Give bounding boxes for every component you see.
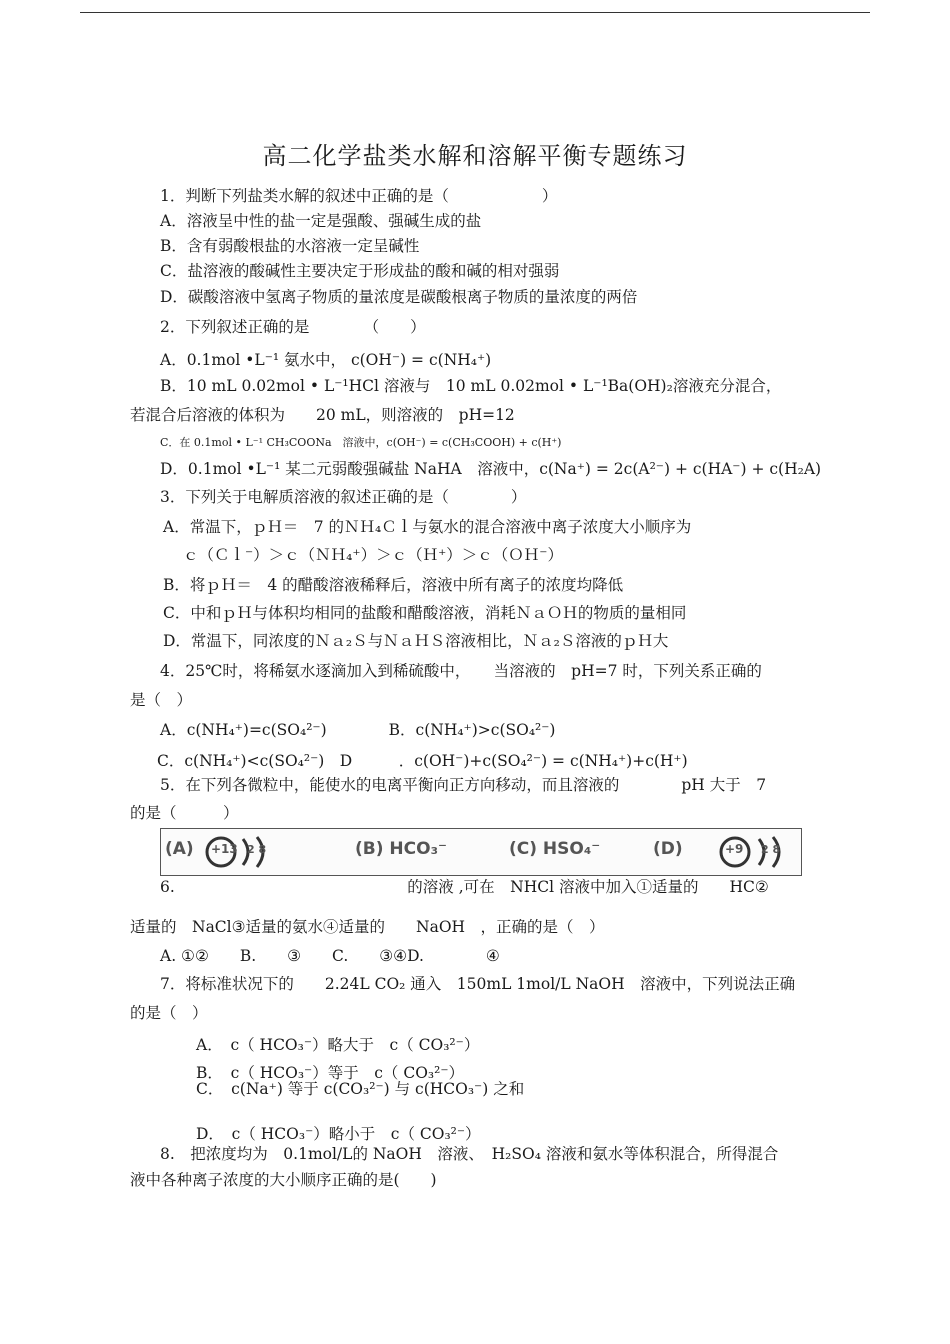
q6-stem-cont: 适量的 NaCl③适量的氨水④适量的 NaOH ，正确的是（ ） [130, 918, 605, 936]
q7-option-d: D． c（ HCO₃⁻）略小于 c（ CO₃²⁻） [196, 1125, 481, 1143]
q5-option-d-shells: 2 8 [761, 843, 781, 856]
q1-option-c: C．盐溶液的酸碱性主要决定于形成盐的酸和碱的相对强弱 [160, 262, 560, 280]
q3-stem: 3．下列关于电解质溶液的叙述正确的是（ ） [160, 488, 527, 506]
q2-option-b: B．10 mL 0.02mol • L⁻¹HCl 溶液与 10 mL 0.02mol • L⁻¹Ba(OH)₂溶液充分混合， [160, 377, 782, 395]
q4-options-ab: A．c(NH₄⁺)=c(SO₄²⁻) B．c(NH₄⁺)>c(SO₄²⁻) [160, 721, 556, 739]
q7-option-b: B． c（ HCO₃⁻）等于 c（ CO₃²⁻） [196, 1064, 465, 1082]
q1-option-a: A．溶液呈中性的盐一定是强酸、强碱生成的盐 [160, 212, 482, 230]
q3-option-d: D．常温下，同浓度的Ｎａ₂Ｓ与ＮａＨＳ溶液相比，Ｎａ₂Ｓ溶液的ｐＨ大 [163, 632, 669, 650]
q5-option-a-nucleus: +13 [211, 842, 238, 856]
q1-option-b: B．含有弱酸根盐的水溶液一定呈碱性 [160, 237, 420, 255]
q5-options-image [160, 828, 802, 876]
q7-option-a: A． c（ HCO₃⁻）略大于 c（ CO₃²⁻） [196, 1036, 480, 1054]
q6-stem: 6. 的溶液 ,可在 NHCl 溶液中加入①适量的 HC② [160, 878, 769, 896]
q5-option-a-label: (A) [165, 839, 194, 859]
q2-option-b-cont: 若混合后溶液的体积为 20 mL，则溶液的 pH=12 [130, 406, 515, 424]
q7-stem-cont: 的是（ ） [130, 1004, 208, 1022]
q5-option-d-label: (D) [653, 839, 683, 859]
q5-option-d-nucleus: +9 [725, 842, 744, 856]
q3-option-c: C．中和ｐＨ与体积均相同的盐酸和醋酸溶液，消耗ＮａＯＨ的物质的量相同 [163, 604, 687, 622]
q5-stem: 5．在下列各微粒中，能使水的电离平衡向正方向移动，而且溶液的 pH 大于 7 [160, 776, 767, 794]
q2-option-a: A．0.1mol •L⁻¹ 氨水中， c(OH⁻) = c(NH₄⁺) [160, 351, 492, 369]
q5-stem-cont: 的是（ ） [130, 804, 239, 822]
q2-option-c: C．在 0.1mol • L⁻¹ CH₃COONa 溶液中，c(OH⁻) = c(CH₃COOH) + c(H⁺) [160, 436, 562, 449]
page-title: 高二化学盐类水解和溶解平衡专题练习 [262, 142, 688, 170]
q5-option-b: (B) HCO₃⁻ [355, 839, 447, 859]
q1-stem: 1．判断下列盐类水解的叙述中正确的是（ ） [160, 187, 558, 205]
q8-stem: 8. 把浓度均为 0.1mol/L的 NaOH 溶液、 H₂SO₄ 溶液和氨水等体积混合，所得混合 [160, 1145, 779, 1163]
q4-stem-cont: 是（ ） [130, 691, 193, 709]
q3-option-a: A．常温下，ｐＨ＝ 7 的ＮＨ₄Ｃｌ与氨水的混合溶液中离子浓度大小顺序为 [163, 518, 692, 536]
q5-option-c: (C) HSO₄⁻ [509, 839, 601, 859]
q2-stem: 2．下列叙述正确的是 （ ） [160, 318, 426, 336]
q1-option-d: D．碳酸溶液中氢离子物质的量浓度是碳酸根离子物质的量浓度的两倍 [160, 288, 638, 306]
q4-stem: 4．25℃时，将稀氨水逐滴加入到稀硫酸中， 当溶液的 pH=7 时，下列关系正确的 [160, 662, 762, 680]
q8-stem-cont: 液中各种离子浓度的大小顺序正确的是( ) [130, 1171, 437, 1189]
q3-option-a-cont: ｃ（Ｃｌ⁻）＞ｃ（ＮＨ₄⁺）＞ｃ（Ｈ⁺）＞ｃ（ＯＨ⁻） [183, 546, 563, 564]
q3-option-b: B．将ｐＨ＝ 4 的醋酸溶液稀释后，溶液中所有离子的浓度均降低 [163, 576, 624, 594]
q7-option-c: C． c(Na⁺) 等于 c(CO₃²⁻) 与 c(HCO₃⁻) 之和 [196, 1080, 525, 1098]
q5-option-a-shells: 2 8 [247, 843, 267, 856]
q4-options-cd: C．c(NH₄⁺)<c(SO₄²⁻) D ．c(OH⁻)+c(SO₄²⁻) = c(NH₄⁺)+c(H⁺) [157, 752, 688, 770]
q2-option-d: D．0.1mol •L⁻¹ 某二元弱酸强碱盐 NaHA 溶液中，c(Na⁺) = 2c(A²⁻) + c(HA⁻) + c(H₂A) [160, 460, 822, 478]
q6-options: A. ①② B. ③ C. ③④D. ④ [160, 947, 500, 965]
top-rule [80, 12, 870, 13]
q7-stem: 7．将标准状况下的 2.24L CO₂ 通入 150mL 1mol/L NaOH 溶液中，下列说法正确 [160, 975, 796, 993]
